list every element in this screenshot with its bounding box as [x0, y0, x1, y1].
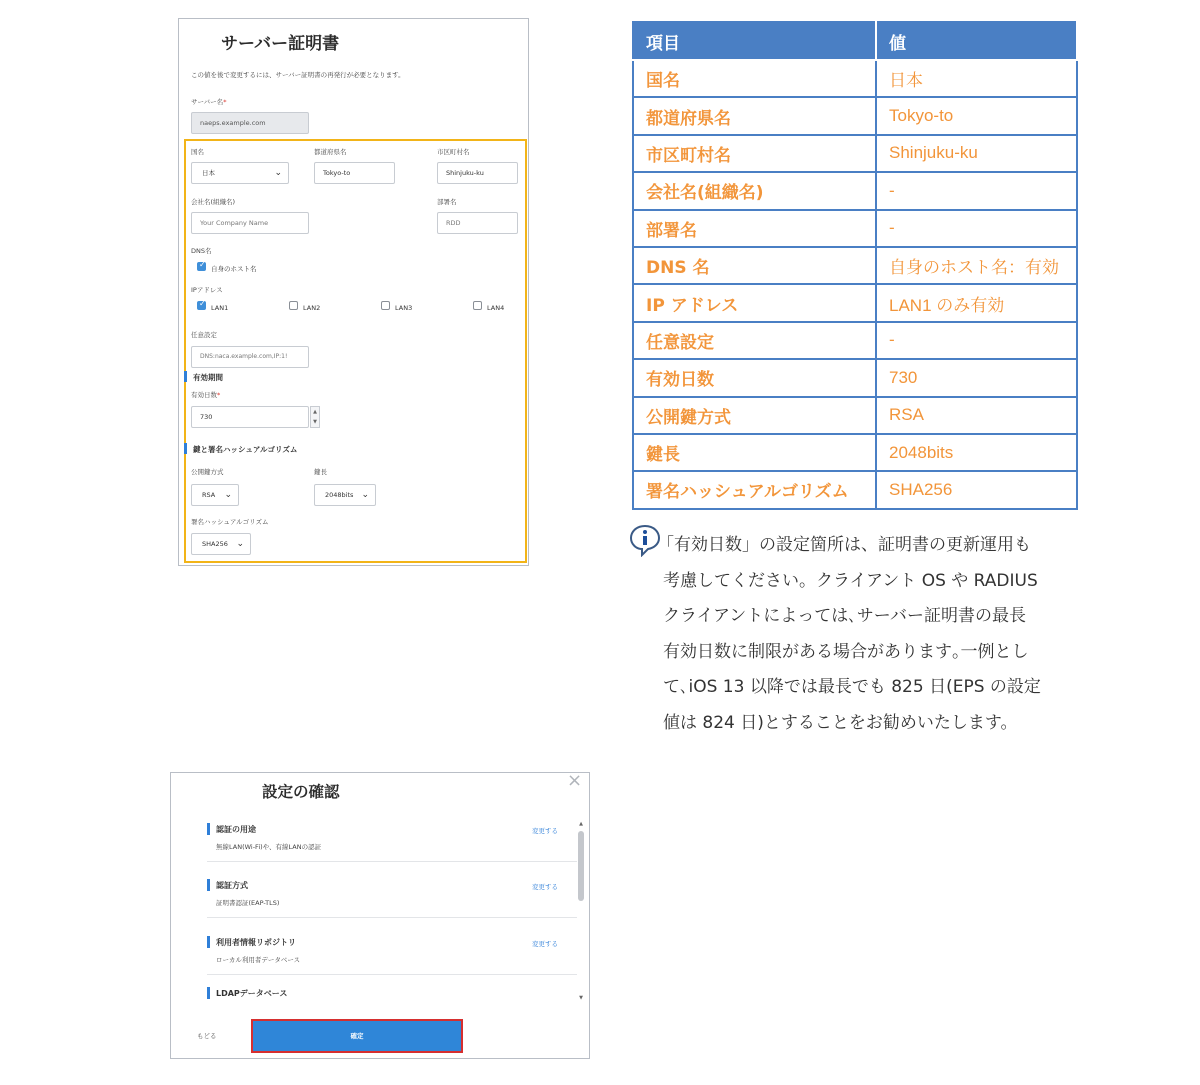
info-line: クライアントによっては､サーバー証明書の最長: [663, 606, 1026, 626]
validity-days-input[interactable]: 730: [191, 406, 309, 428]
row-item: 有効日数: [633, 359, 876, 396]
validity-info-note: [657, 528, 1083, 741]
row-item: 公開鍵方式: [633, 397, 876, 434]
table-row: [633, 284, 1077, 321]
dialog-title: 設定の確認: [262, 783, 340, 801]
row-item: 鍵長: [633, 434, 876, 471]
dns-self-host-label: 自身のホスト名: [211, 265, 257, 273]
optional-label: 任意設定: [191, 331, 217, 339]
row-item: DNS 名: [633, 247, 876, 284]
department-input[interactable]: RDD: [437, 212, 518, 234]
chevron-down-icon: ⌄: [274, 168, 282, 178]
section-value: ローカル利用者データベース: [216, 956, 301, 964]
scroll-down-icon[interactable]: ▼: [579, 995, 583, 1001]
country-label: 国名: [191, 148, 204, 156]
confirm-dialog: [170, 772, 590, 1059]
chevron-down-icon: ⌄: [236, 539, 244, 549]
table-row: [633, 210, 1077, 247]
lan2-checkbox[interactable]: [289, 301, 298, 310]
change-link[interactable]: 変更する: [532, 883, 558, 891]
row-item: 都道府県名: [633, 97, 876, 134]
section-marker: [207, 823, 210, 835]
change-link[interactable]: 変更する: [532, 827, 558, 835]
table-row: [633, 60, 1077, 97]
section-value: 無線LAN(Wi-Fi)や、有線LANの認証: [216, 843, 322, 851]
stepper-down-icon[interactable]: ▼: [313, 419, 317, 425]
key-length-select[interactable]: 2048bits ⌄: [314, 484, 376, 506]
row-value: 2048bits: [876, 434, 1077, 471]
row-item: 市区町村名: [633, 135, 876, 172]
section-title: 利用者情報リポジトリ: [216, 938, 296, 947]
table-row: [633, 322, 1077, 359]
row-value: -: [876, 172, 1077, 209]
section-title: LDAPデータベース: [216, 989, 288, 998]
settings-table: [632, 21, 1078, 510]
lan4-checkbox[interactable]: [473, 301, 482, 310]
table-row: [633, 471, 1077, 508]
validity-days-label: 有効日数*: [191, 391, 221, 399]
key-length-label: 鍵長: [314, 468, 327, 476]
chevron-down-icon: ⌄: [361, 490, 369, 500]
lan3-checkbox[interactable]: [381, 301, 390, 310]
row-item: IP アドレス: [633, 284, 876, 321]
divider: [207, 974, 577, 975]
dns-self-host-checkbox[interactable]: [197, 262, 206, 271]
table-row: [633, 434, 1077, 471]
row-value: 自身のホスト名：有効: [876, 247, 1077, 284]
city-label: 市区町村名: [437, 148, 470, 156]
prefecture-input[interactable]: Tokyo-to: [314, 162, 395, 184]
row-item: 署名ハッシュアルゴリズム: [633, 471, 876, 508]
row-value: LAN1 のみ有効: [876, 284, 1077, 321]
info-line: 「有効日数」の設定箇所は、証明書の更新運用も: [657, 535, 1031, 555]
lan4-label: LAN4: [487, 304, 505, 312]
validity-section-title: 有効期間: [193, 373, 223, 382]
table-row: [633, 247, 1077, 284]
confirm-button[interactable]: 確定: [251, 1019, 463, 1053]
lan2-label: LAN2: [303, 304, 321, 312]
row-value: Tokyo-to: [876, 97, 1077, 134]
row-value: -: [876, 210, 1077, 247]
back-button[interactable]: もどる: [197, 1032, 217, 1040]
header-item: 項目: [633, 22, 876, 60]
section-title: 認証方式: [216, 881, 248, 890]
info-line: 有効日数に制限がある場合があります｡一例とし: [663, 641, 1029, 662]
public-key-label: 公開鍵方式: [191, 468, 224, 476]
section-value: 証明書認証(EAP-TLS): [216, 899, 280, 907]
table-row: [633, 359, 1077, 396]
row-item: 部署名: [633, 210, 876, 247]
table-header-row: [633, 22, 1077, 60]
city-input[interactable]: Shinjuku-ku: [437, 162, 518, 184]
stepper-up-icon[interactable]: ▲: [313, 409, 317, 415]
reissue-note: この値を後で変更するには、サーバー証明書の再発行が必要となります。: [191, 71, 405, 79]
key-section-title: 鍵と署名ハッシュアルゴリズム: [193, 445, 298, 454]
table-row: [633, 97, 1077, 134]
row-value: Shinjuku-ku: [876, 135, 1077, 172]
row-value: 730: [876, 359, 1077, 396]
scrollbar-thumb[interactable]: [578, 831, 584, 901]
company-label: 会社名(組織名): [191, 198, 236, 206]
divider: [207, 861, 577, 862]
change-link[interactable]: 変更する: [532, 940, 558, 948]
lan1-checkbox[interactable]: [197, 301, 206, 310]
page-title: サーバー証明書: [221, 34, 340, 54]
section-marker: [207, 879, 210, 891]
section-marker: [207, 987, 210, 999]
table-row: [633, 135, 1077, 172]
lan1-label: LAN1: [211, 304, 229, 312]
row-value: 日本: [876, 60, 1077, 97]
info-line: 値は 824 日)とすることをお勧めいたします。: [663, 712, 1018, 733]
row-item: 国名: [633, 60, 876, 97]
server-certificate-panel: [178, 18, 529, 566]
optional-input[interactable]: DNS:naca.example.com,IP:1!: [191, 346, 309, 368]
number-stepper[interactable]: [310, 406, 320, 428]
hash-select[interactable]: SHA256 ⌄: [191, 533, 251, 555]
row-value: -: [876, 322, 1077, 359]
public-key-select[interactable]: RSA ⌄: [191, 484, 239, 506]
scroll-up-icon[interactable]: ▲: [579, 821, 583, 827]
section-marker: [184, 443, 187, 454]
section-title: 認証の用途: [216, 825, 256, 834]
section-marker: [207, 936, 210, 948]
server-name-field: naeps.example.com: [191, 112, 309, 134]
department-label: 部署名: [437, 198, 457, 206]
header-value: 値: [876, 22, 1077, 60]
table-row: [633, 397, 1077, 434]
company-input[interactable]: Your Company Name: [191, 212, 309, 234]
section-marker: [184, 371, 187, 382]
lan3-label: LAN3: [395, 304, 413, 312]
chevron-down-icon: ⌄: [224, 490, 232, 500]
row-item: 会社名(組織名): [633, 172, 876, 209]
ip-label: IPアドレス: [191, 286, 223, 294]
scrollbar[interactable]: [577, 821, 585, 1005]
row-value: SHA256: [876, 471, 1077, 508]
dns-label: DNS名: [191, 247, 212, 255]
row-value: RSA: [876, 397, 1077, 434]
table-row: [633, 172, 1077, 209]
row-item: 任意設定: [633, 322, 876, 359]
info-line: て､iOS 13 以降では最長でも 825 日(EPS の設定: [663, 677, 1041, 697]
hash-label: 署名ハッシュアルゴリズム: [191, 518, 269, 526]
prefecture-label: 都道府県名: [314, 148, 347, 156]
divider: [207, 917, 577, 918]
server-name-label: サーバー名*: [191, 98, 227, 106]
info-line: 考慮してください。クライアント OS や RADIUS: [663, 570, 1038, 591]
country-select[interactable]: 日本 ⌄: [191, 162, 289, 184]
close-icon[interactable]: ×: [567, 770, 583, 791]
